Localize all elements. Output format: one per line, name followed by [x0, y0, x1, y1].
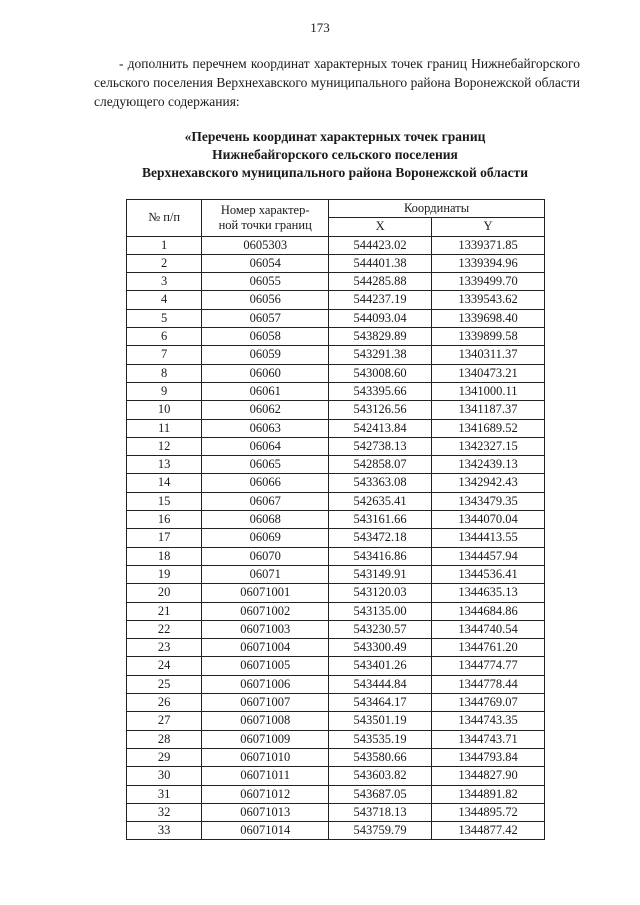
cell-point-number: 06068: [202, 511, 329, 529]
cell-y: 1340473.21: [432, 364, 545, 382]
cell-x: 543687.05: [329, 785, 432, 803]
cell-number: 4: [127, 291, 202, 309]
cell-y: 1344684.86: [432, 602, 545, 620]
cell-number: 32: [127, 803, 202, 821]
cell-y: 1341000.11: [432, 382, 545, 400]
cell-x: 542413.84: [329, 419, 432, 437]
cell-point-number: 06071007: [202, 694, 329, 712]
cell-y: 1342439.13: [432, 456, 545, 474]
cell-x: 544093.04: [329, 309, 432, 327]
cell-x: 543464.17: [329, 694, 432, 712]
cell-number: 3: [127, 273, 202, 291]
cell-number: 11: [127, 419, 202, 437]
cell-x: 543300.49: [329, 639, 432, 657]
coordinates-table: [126, 199, 545, 840]
cell-point-number: 06071011: [202, 767, 329, 785]
cell-number: 33: [127, 822, 202, 840]
title-line-1: «Перечень координат характерных точек границ: [184, 129, 486, 144]
cell-y: 1341187.37: [432, 401, 545, 419]
table-row: [127, 492, 545, 510]
cell-point-number: 06065: [202, 456, 329, 474]
table-row: [127, 529, 545, 547]
cell-x: 543580.66: [329, 748, 432, 766]
cell-number: 10: [127, 401, 202, 419]
cell-x: 543363.08: [329, 474, 432, 492]
cell-number: 8: [127, 364, 202, 382]
table-row: [127, 254, 545, 272]
cell-y: 1339899.58: [432, 328, 545, 346]
cell-x: 544237.19: [329, 291, 432, 309]
cell-number: 21: [127, 602, 202, 620]
cell-y: 1342942.43: [432, 474, 545, 492]
cell-number: 31: [127, 785, 202, 803]
title-line-2: Нижнебайгорского сельского поселения: [212, 147, 458, 162]
cell-number: 12: [127, 437, 202, 455]
cell-x: 542738.13: [329, 437, 432, 455]
table-row: [127, 712, 545, 730]
header-point-number: [202, 200, 329, 237]
cell-x: 543230.57: [329, 620, 432, 638]
table-row: [127, 511, 545, 529]
cell-y: 1344793.84: [432, 748, 545, 766]
cell-number: 22: [127, 620, 202, 638]
table-row: [127, 364, 545, 382]
cell-y: 1339543.62: [432, 291, 545, 309]
cell-x: 543161.66: [329, 511, 432, 529]
cell-x: 543416.86: [329, 547, 432, 565]
cell-y: 1344743.71: [432, 730, 545, 748]
cell-number: 24: [127, 657, 202, 675]
table-row: [127, 401, 545, 419]
cell-y: 1340311.37: [432, 346, 545, 364]
table-row: [127, 730, 545, 748]
cell-number: 23: [127, 639, 202, 657]
table-row: [127, 382, 545, 400]
cell-y: 1339371.85: [432, 236, 545, 254]
cell-x: 543291.38: [329, 346, 432, 364]
document-title: [80, 128, 590, 182]
table-row: [127, 657, 545, 675]
header-point-line-2: ной точки границ: [218, 217, 312, 232]
cell-x: 543535.19: [329, 730, 432, 748]
cell-y: 1339499.70: [432, 273, 545, 291]
cell-x: 542635.41: [329, 492, 432, 510]
table-row: [127, 748, 545, 766]
cell-x: 543501.19: [329, 712, 432, 730]
cell-point-number: 06071003: [202, 620, 329, 638]
table-row: [127, 547, 545, 565]
cell-number: 16: [127, 511, 202, 529]
table-row: [127, 346, 545, 364]
table-row: [127, 620, 545, 638]
cell-number: 17: [127, 529, 202, 547]
header-point-line-1: Номер характер-: [220, 202, 310, 217]
cell-number: 7: [127, 346, 202, 364]
header-x: X: [329, 218, 432, 236]
cell-number: 30: [127, 767, 202, 785]
cell-point-number: 06071009: [202, 730, 329, 748]
cell-y: 1344413.55: [432, 529, 545, 547]
cell-y: 1344877.42: [432, 822, 545, 840]
table-row: [127, 474, 545, 492]
table-row: [127, 602, 545, 620]
cell-x: 543718.13: [329, 803, 432, 821]
cell-point-number: 06054: [202, 254, 329, 272]
cell-number: 14: [127, 474, 202, 492]
cell-y: 1344761.20: [432, 639, 545, 657]
cell-x: 543829.89: [329, 328, 432, 346]
cell-number: 9: [127, 382, 202, 400]
cell-x: 544285.88: [329, 273, 432, 291]
cell-number: 1: [127, 236, 202, 254]
cell-y: 1344070.04: [432, 511, 545, 529]
cell-x: 543603.82: [329, 767, 432, 785]
cell-number: 6: [127, 328, 202, 346]
cell-point-number: 06064: [202, 437, 329, 455]
cell-y: 1344895.72: [432, 803, 545, 821]
cell-y: 1344536.41: [432, 565, 545, 583]
cell-point-number: 06071006: [202, 675, 329, 693]
table-row: [127, 785, 545, 803]
cell-x: 543126.56: [329, 401, 432, 419]
cell-number: 2: [127, 254, 202, 272]
header-coordinates: Координаты: [329, 200, 545, 218]
table-row: [127, 639, 545, 657]
table-row: [127, 236, 545, 254]
cell-x: 543008.60: [329, 364, 432, 382]
cell-number: 13: [127, 456, 202, 474]
cell-point-number: 06055: [202, 273, 329, 291]
cell-point-number: 06057: [202, 309, 329, 327]
cell-y: 1342327.15: [432, 437, 545, 455]
cell-number: 25: [127, 675, 202, 693]
cell-point-number: 0605303: [202, 236, 329, 254]
table-row: [127, 437, 545, 455]
cell-point-number: 06059: [202, 346, 329, 364]
header-y: Y: [432, 218, 545, 236]
cell-point-number: 06071: [202, 565, 329, 583]
cell-x: 543120.03: [329, 584, 432, 602]
table-row: [127, 309, 545, 327]
cell-point-number: 06070: [202, 547, 329, 565]
cell-x: 543135.00: [329, 602, 432, 620]
cell-number: 27: [127, 712, 202, 730]
cell-x: 543149.91: [329, 565, 432, 583]
cell-number: 19: [127, 565, 202, 583]
table-row: [127, 584, 545, 602]
cell-point-number: 06071001: [202, 584, 329, 602]
cell-x: 543759.79: [329, 822, 432, 840]
table-row: [127, 273, 545, 291]
cell-number: 20: [127, 584, 202, 602]
cell-point-number: 06071004: [202, 639, 329, 657]
cell-point-number: 06071014: [202, 822, 329, 840]
cell-point-number: 06060: [202, 364, 329, 382]
title-line-3: Верхнехавского муниципального района Воронежской области: [141, 165, 529, 180]
cell-y: 1341689.52: [432, 419, 545, 437]
table-row: [127, 291, 545, 309]
cell-y: 1344778.44: [432, 675, 545, 693]
cell-x: 544423.02: [329, 236, 432, 254]
cell-y: 1344769.07: [432, 694, 545, 712]
cell-y: 1344743.35: [432, 712, 545, 730]
table-row: [127, 419, 545, 437]
header-number: № п/п: [127, 200, 202, 237]
table-row: [127, 328, 545, 346]
cell-point-number: 06066: [202, 474, 329, 492]
cell-point-number: 06063: [202, 419, 329, 437]
cell-y: 1344635.13: [432, 584, 545, 602]
table-row: [127, 675, 545, 693]
page-number: 173: [310, 20, 330, 35]
cell-y: 1344740.54: [432, 620, 545, 638]
cell-point-number: 06071008: [202, 712, 329, 730]
table-row: [127, 803, 545, 821]
table-row: [127, 456, 545, 474]
cell-number: 18: [127, 547, 202, 565]
cell-point-number: 06056: [202, 291, 329, 309]
cell-number: 5: [127, 309, 202, 327]
cell-y: 1339394.96: [432, 254, 545, 272]
cell-number: 15: [127, 492, 202, 510]
cell-x: 542858.07: [329, 456, 432, 474]
cell-number: 28: [127, 730, 202, 748]
cell-x: 543472.18: [329, 529, 432, 547]
cell-x: 544401.38: [329, 254, 432, 272]
cell-point-number: 06062: [202, 401, 329, 419]
cell-point-number: 06071005: [202, 657, 329, 675]
table-body: [127, 236, 545, 840]
intro-paragraph: - дополнить перечнем координат характерных точек границ Нижнебайгорского сельского поселения Верхнехавского муниципального района Воронежской области следующего содержания:: [94, 56, 580, 109]
cell-y: 1343479.35: [432, 492, 545, 510]
cell-point-number: 06067: [202, 492, 329, 510]
cell-y: 1344891.82: [432, 785, 545, 803]
table-row: [127, 565, 545, 583]
table-header-row: [127, 200, 545, 218]
cell-point-number: 06071002: [202, 602, 329, 620]
cell-x: 543395.66: [329, 382, 432, 400]
cell-y: 1344774.77: [432, 657, 545, 675]
cell-y: 1344457.94: [432, 547, 545, 565]
cell-point-number: 06071012: [202, 785, 329, 803]
cell-point-number: 06058: [202, 328, 329, 346]
cell-y: 1339698.40: [432, 309, 545, 327]
cell-number: 26: [127, 694, 202, 712]
table-row: [127, 694, 545, 712]
cell-point-number: 06071010: [202, 748, 329, 766]
cell-number: 29: [127, 748, 202, 766]
cell-y: 1344827.90: [432, 767, 545, 785]
table-row: [127, 822, 545, 840]
cell-point-number: 06069: [202, 529, 329, 547]
cell-x: 543444.84: [329, 675, 432, 693]
cell-x: 543401.26: [329, 657, 432, 675]
cell-point-number: 06061: [202, 382, 329, 400]
cell-point-number: 06071013: [202, 803, 329, 821]
table-row: [127, 767, 545, 785]
